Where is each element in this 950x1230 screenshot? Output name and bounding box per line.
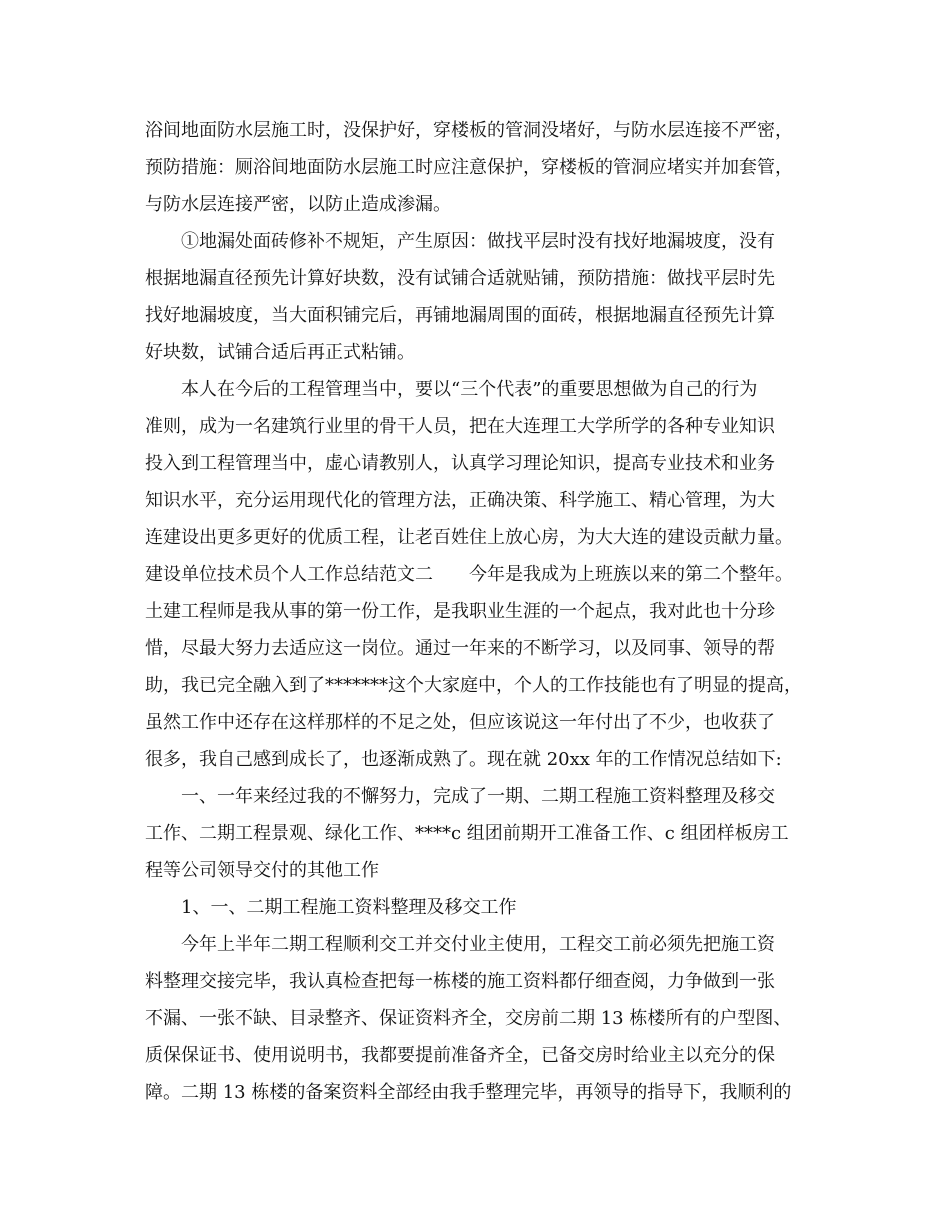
text-line: 浴间地面防水层施工时，没保护好，穿楼板的管洞没堵好，与防水层连接不严密， [145, 120, 793, 141]
text-line: 知识水平，充分运用现代化的管理方法，正确决策、科学施工、精心管理，为大 [145, 490, 775, 511]
text-line: 预防措施：厕浴间地面防水层施工时应注意保护，穿楼板的管洞应堵实并加套管， [145, 157, 793, 178]
text-line: 准则，成为一名建筑行业里的骨干人员，把在大连理工大学所学的各种专业知识 [145, 416, 775, 437]
paragraph-start-line: 本人在今后的工程管理当中，要以“三个代表”的重要思想做为自己的行为 [181, 379, 758, 400]
text-line: 工作、二期工程景观、绿化工作、****c 组团前期开工准备工作、c 组团样板房工 [145, 823, 789, 844]
document-body [145, 112, 825, 1111]
text-line: 惜，尽最大努力去适应这一岗位。通过一年来的不断学习，以及同事、领导的帮 [145, 638, 775, 659]
paragraph-start-line: 今年上半年二期工程顺利交工并交付业主使用，工程交工前必须先把施工资 [181, 934, 775, 955]
text-line: 很多，我自己感到成长了，也逐渐成熟了。现在就 20xx 年的工作情况总结如下: [145, 749, 782, 770]
text-line: 根据地漏直径预先计算好块数，没有试铺合适就贴铺，预防措施：做找平层时先 [145, 268, 775, 289]
text-line: 质保保证书、使用说明书，我都要提前准备齐全，已备交房时给业主以充分的保 [145, 1045, 775, 1066]
text-line: 料整理交接完毕，我认真检查把每一栋楼的施工资料都仔细查阅，力争做到一张 [145, 971, 775, 992]
text-line: 与防水层连接严密，以防止造成渗漏。 [145, 194, 451, 215]
subheading-line: 1、一、二期工程施工资料整理及移交工作 [181, 897, 517, 918]
text-line: 连建设出更多更好的优质工程，让老百姓住上放心房，为大大连的建设贡献力量。 [145, 527, 793, 548]
text-line: 助，我已完全融入到了*******这个大家庭中，个人的工作技能也有了明显的提高， [145, 675, 802, 696]
text-line: 程等公司领导交付的其他工作 [145, 860, 379, 881]
text-line: 不漏、一张不缺、目录整齐、保证资料齐全，交房前二期 13 栋楼所有的户型图、 [145, 1008, 792, 1029]
paragraph-start-line: ①地漏处面砖修补不规矩，产生原因：做找平层时没有找好地漏坡度，没有 [181, 231, 775, 252]
text-line: 找好地漏坡度，当大面积铺完后，再铺地漏周围的面砖，根据地漏直径预先计算 [145, 305, 775, 326]
section-title-line: 建设单位技术员个人工作总结范文二 今年是我成为上班族以来的第二个整年。 [145, 564, 793, 585]
text-line: 虽然工作中还存在这样那样的不足之处，但应该说这一年付出了不少，也收获了 [145, 712, 775, 733]
text-line: 好块数，试铺合适后再正式粘铺。 [145, 342, 415, 363]
text-line: 土建工程师是我从事的第一份工作，是我职业生涯的一个起点，我对此也十分珍 [145, 601, 775, 622]
text-line: 投入到工程管理当中，虚心请教别人，认真学习理论知识，提高专业技术和业务 [145, 453, 775, 474]
paragraph-start-line: 一、一年来经过我的不懈努力，完成了一期、二期工程施工资料整理及移交 [181, 786, 775, 807]
text-line: 障。二期 13 栋楼的备案资料全部经由我手整理完毕，再领导的指导下，我顺利的 [145, 1082, 792, 1103]
